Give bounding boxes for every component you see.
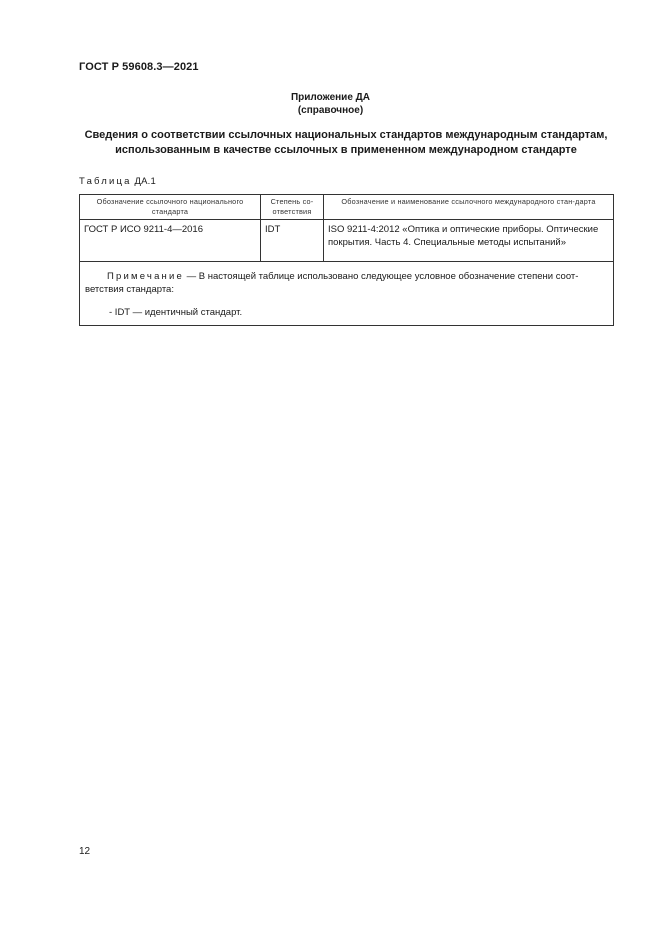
table-caption [79, 176, 156, 187]
page-number: 12 [79, 846, 91, 857]
cell-degree: IDT [261, 220, 324, 262]
cell-national-standard: ГОСТ Р ИСО 9211-4—2016 [80, 220, 261, 262]
table-header-row [80, 195, 614, 220]
document-code: ГОСТ Р 59608.3—2021 [79, 61, 199, 73]
table-note [80, 262, 614, 326]
table-row [80, 220, 614, 262]
annex-heading [79, 128, 613, 158]
annex-subtitle: (справочное) [297, 105, 364, 116]
annex-title: Приложение ДА [290, 92, 371, 103]
annex-title-block [0, 91, 661, 117]
note-list-item: - IDT — идентичный стандарт. [109, 307, 243, 318]
table-caption-number: ДА.1 [134, 176, 156, 187]
column-header-national: Обозначение ссылочного национального стандарта [80, 195, 261, 220]
column-header-international: Обозначение и наименование ссылочного международного стан-дарта [324, 195, 614, 220]
reference-table [79, 194, 614, 326]
annex-heading-line2: использованным в качестве ссылочных в примененном международном стандарте [115, 144, 577, 156]
note-label: Примечание [107, 271, 184, 282]
table-caption-word: Таблица [79, 176, 132, 187]
note-text: — В настоящей таблице использовано следующее условное обозначение степени соот-ветствия стандарта: [85, 271, 579, 295]
table-note-row [80, 262, 614, 326]
cell-international-standard: ISO 9211-4:2012 «Оптика и оптические приборы. Оптические покрытия. Часть 4. Специальные методы испытаний» [324, 220, 614, 262]
note-paragraph [85, 270, 608, 296]
column-header-degree: Степень со-ответствия [261, 195, 324, 220]
annex-heading-line1: Сведения о соответствии ссылочных национальных стандартов международным стандартам, [84, 129, 608, 141]
